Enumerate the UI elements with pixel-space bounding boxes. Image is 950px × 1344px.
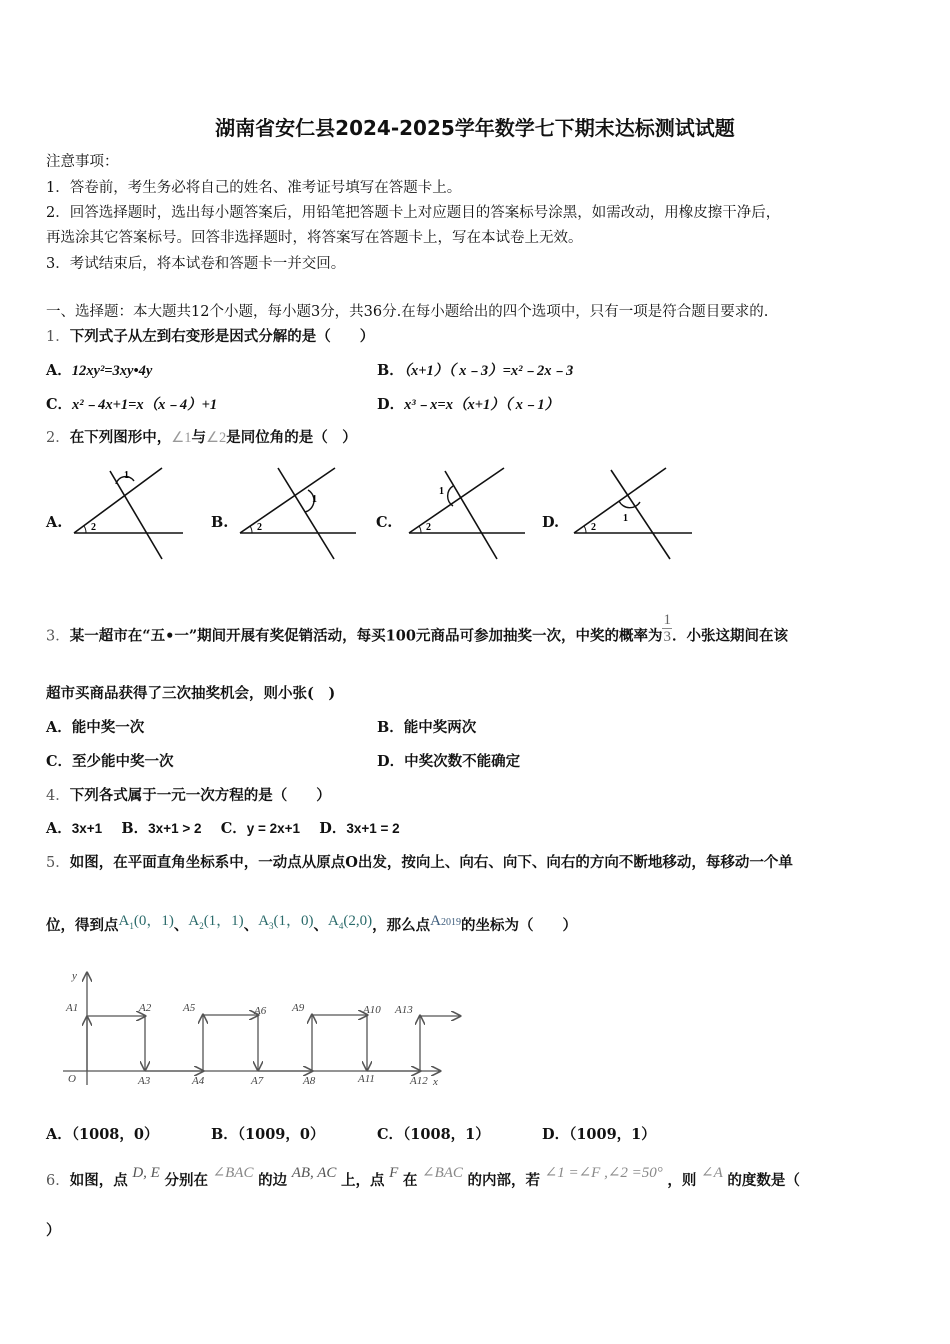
stem-text: 分别在 [164,1172,208,1189]
q3-option-b[interactable] [377,718,476,738]
question-stem-post: 的坐标为（ ） [460,917,577,934]
option-label: D． [377,396,405,413]
question-6-line2: ） [46,1222,61,1239]
point-a2019: A2019 [430,913,461,929]
option-text: （1008，1） [403,1126,490,1143]
q2-figure-d [566,462,696,562]
option-label: A． [46,820,72,837]
q2-option-b[interactable]: B. [211,514,229,531]
svg-text:x: x [433,1076,438,1088]
question-stem: 某一超市在“五•一”期间开展有奖促销活动，每买100元商品可参加抽奖一次，中奖的概率为 [69,627,663,645]
svg-text:1: 1 [312,494,317,505]
page-title: 湖南省安仁县2024-2025学年数学七下期末达标测试试题 [215,116,735,140]
stem-text: 如图，点 [69,1172,128,1189]
svg-text:2: 2 [91,522,96,533]
angle-2-symbol: ∠2 [205,430,227,446]
question-stem-post: ．小张这期间在该 [671,627,788,645]
math-sides-ab-ac: AB, AC [291,1165,337,1181]
question-stem-mid: 与 [191,429,206,446]
question-5-line2: 位，得到点$A_1(0$，1)、$A_2(1$，1)、$A_3(1$，0)、$A_4(2,0)$，那么点A2019的坐标为（ ） [46,913,577,934]
svg-text:1: 1 [623,513,628,524]
point-a2: $A_2(1$，1) [188,913,244,931]
svg-text:A3: A3 [138,1075,151,1087]
stem-text: 的内部，若 [467,1172,541,1189]
notice-item-3: 3．考试结束后，将本试卷和答题卡一并交回。 [46,256,346,272]
point-a4: $A_4(2,0)$ [328,913,373,931]
question-6 [46,1165,800,1191]
option-text: x²﹣4x+1=x（x﹣4）+1 [72,397,218,413]
q1-option-b[interactable] [377,361,573,381]
option-text: 3x+1 > 2 [148,821,202,836]
math-angle-a: ∠A [701,1165,723,1181]
q3-option-a[interactable] [46,718,144,738]
q5-option-b[interactable] [211,1125,324,1145]
option-text: 至少能中奖一次 [72,753,174,770]
option-text: （x+1）（ x﹣3）=x²﹣2x﹣3 [403,363,574,379]
q4-option-d[interactable] [319,821,399,837]
svg-text:y: y [72,970,77,982]
option-label: C． [377,1126,404,1143]
angle-1-symbol: ∠1 [171,430,192,446]
q2-figure-b [232,462,362,562]
math-point-f: F [389,1165,399,1181]
question-stem: 在下列图形中， [69,429,172,446]
option-text: 能中奖两次 [403,719,477,736]
question-number: 1． [46,329,70,345]
q1-option-c[interactable] [46,395,217,415]
svg-text:1: 1 [439,486,444,497]
q5-coordinate-figure [55,965,465,1090]
svg-text:A1: A1 [66,1002,79,1014]
svg-text:A11: A11 [358,1073,375,1085]
q2-option-d[interactable]: D. [542,514,560,531]
option-text: （1009，0） [237,1126,325,1143]
option-label: C． [46,753,73,770]
option-label: B． [211,1126,238,1143]
stem-text: 在 [402,1172,418,1189]
option-text: 3x+1 = 2 [346,821,400,836]
math-points-de: D, E [132,1165,160,1181]
option-text: 能中奖一次 [71,719,145,736]
notice-item-1: 1．答卷前，考生务必将自己的姓名、准考证号填写在答题卡上。 [46,180,462,196]
option-label: B． [377,719,404,736]
question-3-line2: 超市买商品获得了三次抽奖机会，则小张( ) [46,685,336,702]
svg-text:A6: A6 [254,1005,267,1017]
question-stem: 位，得到点 [46,917,119,934]
option-text: x³﹣x=x（x+1）（ x﹣1） [404,397,560,413]
notice-item-2: 2．回答选择题时，选出每小题答案后，用铅笔把答题卡上对应题目的答案标号涂黑，如需改动，用橡皮擦干净后， [46,205,781,221]
stem-text: 的边 [258,1172,288,1189]
question-5 [46,853,793,873]
option-label: D． [319,820,347,837]
q4-option-a[interactable] [46,821,102,837]
svg-text:A7: A7 [251,1075,264,1087]
q5-option-c[interactable] [377,1125,490,1145]
option-label: A． [46,362,72,379]
question-stem-post: 是同位角的是（ ） [226,429,357,446]
option-text: 3x+1 [71,821,103,836]
svg-text:1: 1 [124,470,129,481]
svg-text:A9: A9 [292,1002,305,1014]
q3-option-d[interactable] [377,752,520,772]
stem-text: 的度数是（ [727,1172,800,1189]
q5-option-a[interactable] [46,1125,158,1145]
q4-options-row [46,819,400,839]
svg-text:A10: A10 [363,1004,381,1016]
svg-text:2: 2 [257,522,262,533]
stem-text: 上，点 [341,1172,385,1189]
q4-option-b[interactable] [121,821,201,837]
option-label: D． [542,1126,570,1143]
notice-heading: 注意事项： [46,154,119,170]
q1-option-a[interactable] [46,361,152,381]
svg-text:2: 2 [426,522,431,533]
q2-figure-c [401,462,531,562]
q1-option-d[interactable] [377,395,559,415]
question-number: 3． [46,628,70,645]
svg-text:A4: A4 [192,1075,205,1087]
question-number: 6． [46,1173,70,1189]
question-stem-mid: ，那么点 [372,917,431,934]
svg-text:O: O [68,1073,76,1085]
math-angle-bac: ∠BAC [212,1165,254,1181]
q2-figure-a [66,462,186,562]
q4-option-c[interactable] [221,821,300,837]
svg-text:A2: A2 [139,1002,152,1014]
question-3 [46,612,788,653]
option-label: A． [46,1126,72,1143]
option-label: C． [46,396,73,413]
option-label: D． [377,753,405,770]
option-text: 中奖次数不能确定 [404,753,521,770]
svg-text:A13: A13 [395,1004,413,1016]
svg-text:A8: A8 [303,1075,316,1087]
option-text: （1008，0） [71,1126,159,1143]
question-stem: 下列式子从左到右变形是因式分解的是（ ） [69,328,375,345]
fraction-denominator: 3 [663,629,671,645]
math-angle-bac: ∠BAC [422,1165,463,1181]
question-stem: 下列各式属于一元一次方程的是（ ） [69,787,331,804]
svg-text:A5: A5 [183,1002,196,1014]
fraction-numerator: 1 [663,612,671,628]
q3-option-c[interactable] [46,752,174,772]
question-stem: 如图，在平面直角坐标系中，一动点从原点O出发，按向上、向右、向下、向右的方向不断地移动，每移动一个单 [69,854,793,871]
math-condition: ∠1 =∠F ,∠2 =50° [544,1165,663,1181]
option-text: （1009，1） [569,1126,656,1143]
point-a1: $A_1(0$，1) [118,913,174,931]
option-text: 12xy²=3xy•4y [71,363,153,379]
option-text: y = 2x+1 [246,821,301,836]
probability-fraction [662,612,672,645]
question-4 [46,786,331,806]
question-number: 4． [46,788,70,804]
option-label: B． [377,362,404,379]
stem-text: ，则 [667,1172,697,1189]
question-number: 5． [46,855,70,871]
question-number: 2． [46,430,70,446]
q5-option-d[interactable] [542,1125,656,1145]
option-label: B． [121,820,149,837]
svg-text:A12: A12 [410,1075,428,1087]
q2-option-c[interactable]: C. [376,514,393,531]
section-heading: 一、选择题：本大题共12个小题，每小题3分，共36分.在每小题给出的四个选项中，只有一项是符合题目要求的. [46,304,769,320]
q2-option-a[interactable]: A. [46,514,63,531]
option-label: C． [220,820,247,837]
question-2 [46,428,357,448]
option-label: A． [46,719,72,736]
svg-text:2: 2 [591,522,596,533]
notice-item-2-cont: 再选涂其它答案标号。回答非选择题时，将答案写在答题卡上，写在本试卷上无效。 [46,230,583,246]
point-a3: $A_3(1$，0) [258,913,314,931]
question-1 [46,327,374,347]
